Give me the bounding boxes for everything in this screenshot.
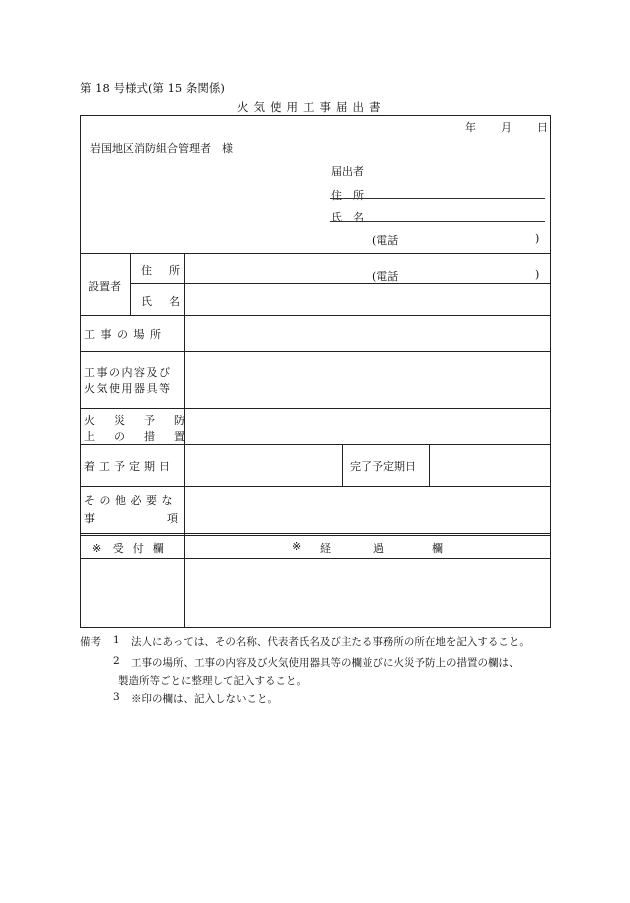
reception-label: 受付欄: [112, 542, 173, 555]
reception-header: [92, 540, 173, 556]
fire-prevention-label-line2: 上の措置: [84, 430, 204, 443]
start-date-field[interactable]: [185, 445, 341, 485]
progress-field: [185, 559, 550, 627]
progress-label-1: 経: [320, 542, 331, 555]
document-title: 火気使用工事届出書: [237, 100, 386, 114]
date-month-label: 月: [501, 121, 512, 134]
reception-mark: ※: [92, 542, 102, 555]
applicant-address-field[interactable]: [330, 198, 545, 199]
fire-prevention-label-line1: 火災予防: [84, 414, 204, 427]
location-label: 工事の場所: [84, 328, 167, 341]
content-field[interactable]: [185, 352, 550, 407]
date-day-label: 日: [537, 121, 548, 134]
installer-name-label: 氏 名: [141, 295, 183, 308]
other-field[interactable]: [185, 487, 550, 532]
reception-field: [81, 559, 183, 627]
notes-heading: 備考: [80, 636, 101, 648]
divider: [342, 444, 343, 486]
note-number: 1: [113, 634, 120, 646]
installer-phone-close: ): [535, 268, 540, 281]
note-text: 法人にあっては、その名称、代表者氏名及び主たる事務所の所在地を記入すること。: [131, 636, 530, 648]
applicant-address-label: 住 所: [331, 189, 364, 202]
applicant-phone-open: (電話: [372, 234, 399, 247]
installer-address-label: 住 所: [141, 264, 183, 277]
content-label-line2: 火気使用器具等: [84, 382, 172, 395]
note-number: 3: [113, 691, 120, 703]
installer-address-field[interactable]: [185, 254, 550, 283]
applicant-label: 届出者: [331, 165, 364, 178]
note-text: 工事の場所、工事の内容及び火気使用器具等の欄並びに火災予防上の措置の欄は、: [131, 657, 520, 669]
installer-phone-open: (電話: [372, 270, 399, 283]
double-divider: [80, 533, 551, 536]
note-text-continued: 製造所等ごとに整理して記入すること。: [118, 675, 307, 687]
applicant-name-label: 氏 名: [331, 211, 364, 224]
applicant-name-field[interactable]: [330, 221, 545, 222]
note-text: ※印の欄は、記入しないこと。: [131, 693, 278, 705]
installer-label: 設置者: [88, 280, 121, 293]
progress-label-2: 過: [373, 542, 384, 555]
applicant-phone-close: ): [535, 232, 540, 245]
location-field[interactable]: [185, 316, 550, 350]
progress-label-3: 欄: [432, 542, 443, 555]
form-number: 第 18 号様式(第 15 条関係): [80, 81, 225, 95]
other-label-line1: その他必要な: [84, 494, 177, 507]
start-date-label: 着工予定期日: [84, 460, 174, 473]
other-label-line2: 事項: [84, 512, 250, 525]
date-year-label: 年: [465, 121, 476, 134]
completion-date-field[interactable]: [430, 445, 550, 485]
fire-prevention-field[interactable]: [185, 409, 550, 443]
addressee: 岩国地区消防組合管理者 様: [90, 142, 233, 155]
content-label-line1: 工事の内容及び: [84, 366, 172, 379]
completion-date-label: 完了予定期日: [350, 460, 416, 473]
installer-name-field[interactable]: [185, 284, 550, 314]
note-number: 2: [113, 655, 120, 667]
progress-mark: ※: [292, 540, 302, 553]
divider: [130, 253, 131, 315]
